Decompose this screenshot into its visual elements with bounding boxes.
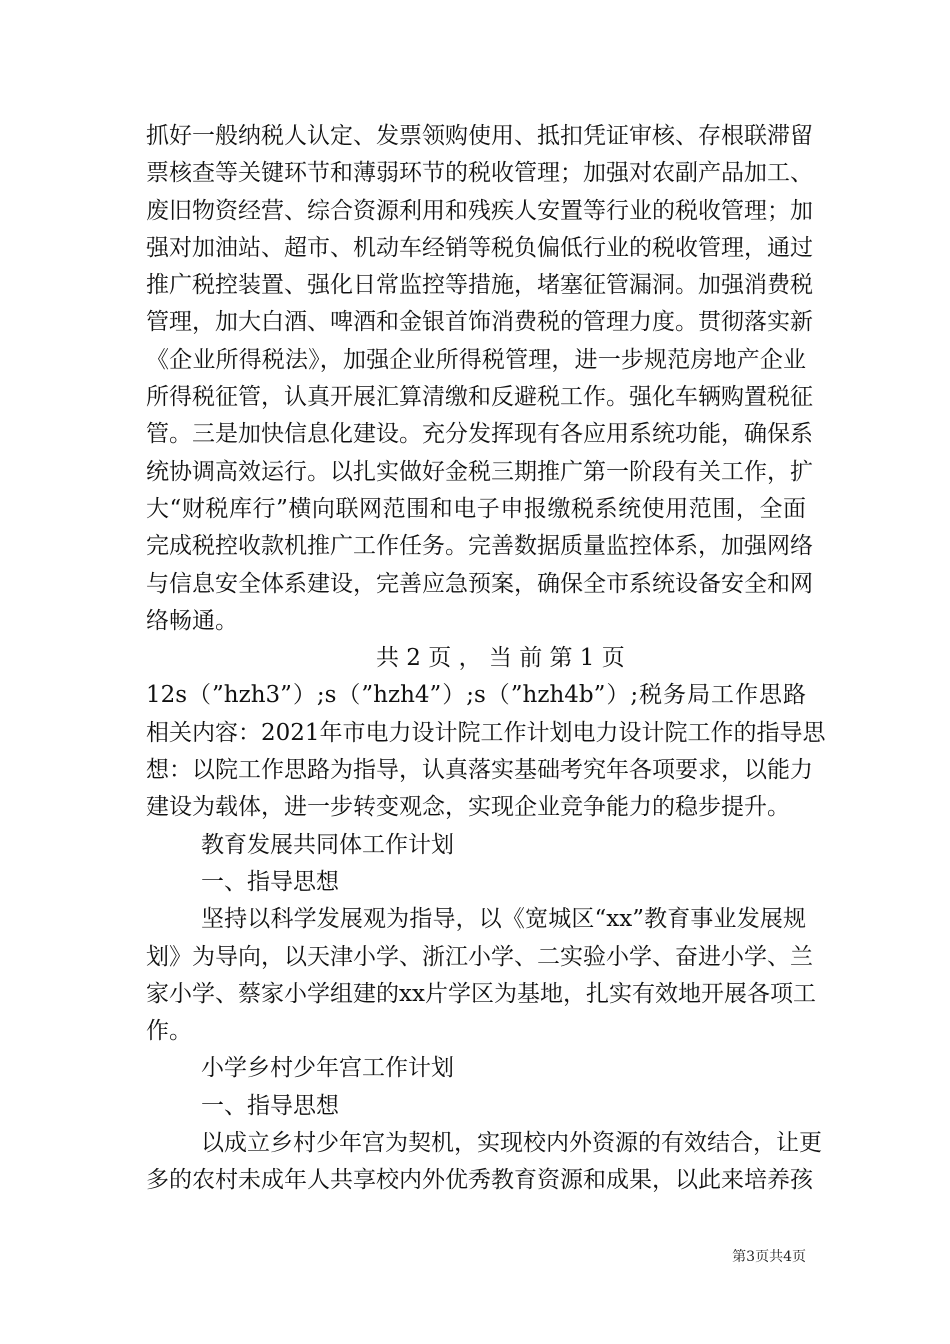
body-line: 坚持以科学发展观为指导，以《宽城区“xx”教育事业发展规 <box>201 906 806 933</box>
body-line: 划》为导向，以天津小学、浙江小学、二实验小学、奋进小学、兰 <box>146 943 813 970</box>
body-line: 《企业所得税法》，加强企业所得税管理，进一步规范房地产企业 <box>146 346 806 373</box>
body-line: 完成税控收款机推广工作任务。完善数据质量监控体系，加强网络 <box>146 533 813 560</box>
section-heading: 小学乡村少年宫工作计划 <box>201 1055 454 1082</box>
body-line: 推广税控装置、强化日常监控等措施，堵塞征管漏洞。加强消费税 <box>146 272 813 299</box>
subsection-heading: 一、指导思想 <box>201 868 339 895</box>
body-line: 与信息安全体系建设，完善应急预案，确保全市系统设备安全和网 <box>146 570 813 597</box>
body-line: 统协调高效运行。以扎实做好金税三期推广第一阶段有关工作，扩 <box>146 458 813 485</box>
body-line: 作。 <box>146 1018 192 1045</box>
body-line: 以成立乡村少年宫为契机，实现校内外资源的有效结合，让更 <box>201 1130 822 1157</box>
body-line: 强对加油站、超市、机动车经销等税负偏低行业的税收管理，通过 <box>146 234 813 261</box>
page-count-line: 共 2 页 ， 当 前 第 1 页 <box>376 645 625 672</box>
body-line: 废旧物资经营、综合资源利用和残疾人安置等行业的税收管理；加 <box>146 197 813 224</box>
body-line: 管理，加大白酒、啤酒和金银首饰消费税的管理力度。贯彻落实新 <box>146 309 813 336</box>
body-line: 所得税征管，认真开展汇算清缴和反避税工作。强化车辆购置税征 <box>146 384 813 411</box>
body-line: 抓好一般纳税人认定、发票领购使用、抵扣凭证审核、存根联滞留 <box>146 123 813 149</box>
body-line: 相关内容：2021年市电力设计院工作计划电力设计院工作的指导思 <box>146 719 826 746</box>
document-body <box>146 118 826 1200</box>
section-heading: 教育发展共同体工作计划 <box>201 831 454 858</box>
body-line: 家小学、蔡家小学组建的xx片学区为基地，扎实有效地开展各项工 <box>146 980 816 1007</box>
body-line: 想：以院工作思路为指导，认真落实基础考究年各项要求，以能力 <box>146 757 813 784</box>
subsection-heading: 一、指导思想 <box>201 1092 339 1119</box>
body-line: 票核查等关键环节和薄弱环节的税收管理；加强对农副产品加工、 <box>146 160 813 187</box>
page-footer: 第3页共4页 <box>732 1249 806 1265</box>
body-line: 12s（”hzh3”）;s（”hzh4”）;s（”hzh4b”）;税务局工作思路 <box>146 682 806 709</box>
body-line: 多的农村未成年人共享校内外优秀教育资源和成果，以此来培养孩 <box>146 1167 813 1194</box>
body-line: 大“财税库行”横向联网范围和电子申报缴税系统使用范围，全面 <box>146 495 806 522</box>
body-line: 管。三是加快信息化建设。充分发挥现有各应用系统功能，确保系 <box>146 421 813 448</box>
body-line: 建设为载体，进一步转变观念，实现企业竞争能力的稳步提升。 <box>146 794 790 821</box>
body-line: 络畅通。 <box>146 607 238 634</box>
